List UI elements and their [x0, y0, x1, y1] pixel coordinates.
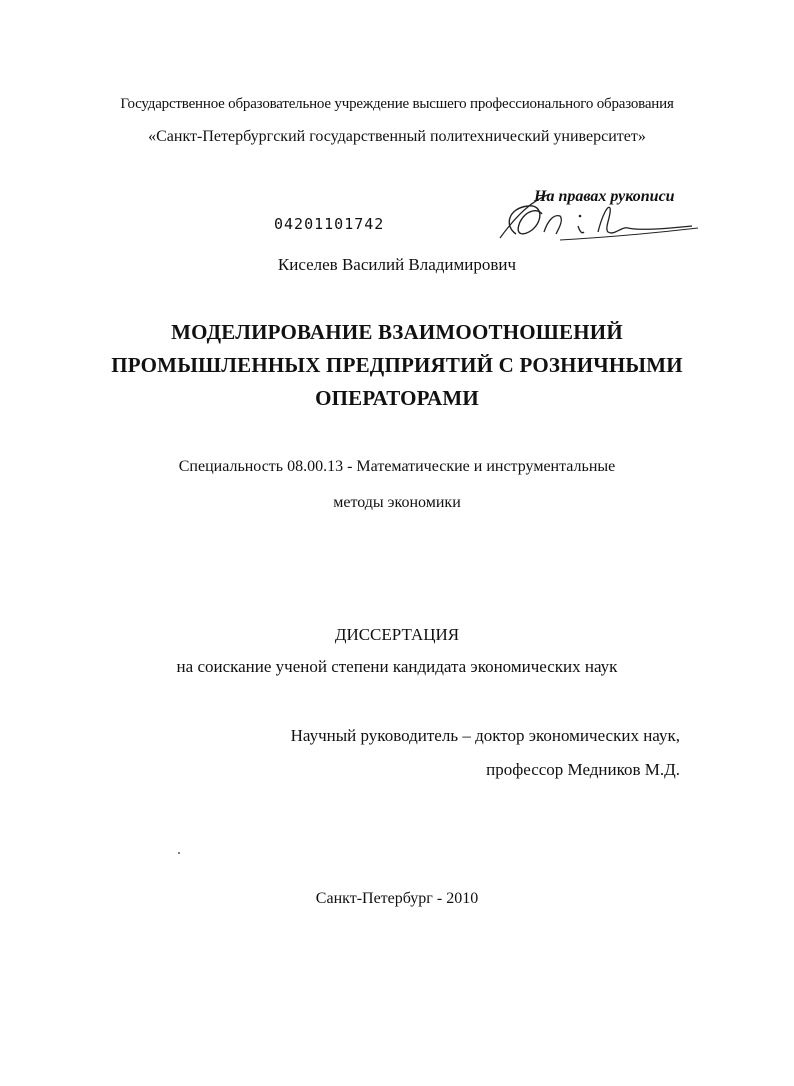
title-line-3: ОПЕРАТОРАМИ	[315, 386, 479, 410]
specialty-line-1: Специальность 08.00.13 - Математические и инструментальные	[178, 458, 616, 475]
title-line-2: ПРОМЫШЛЕННЫХ ПРЕДПРИЯТИЙ С РОЗНИЧНЫМИ	[111, 353, 683, 377]
institution-line-2: «Санкт-Петербургский государственный политехнический университет»	[148, 128, 646, 145]
work-type: ДИССЕРТАЦИЯ	[334, 625, 460, 644]
institution-line-1: Государственное образовательное учреждение высшего профессионального образования	[120, 96, 674, 112]
author-name: Киселев Василий Владимирович	[277, 255, 517, 274]
scan-speck	[178, 852, 180, 854]
degree-line: на соискание ученой степени кандидата экономических наук	[176, 657, 618, 676]
specialty-line-2: методы экономики	[333, 494, 461, 511]
supervisor-line-2: профессор Медников М.Д.	[486, 760, 680, 779]
catalog-number: 04201101742	[274, 215, 385, 233]
manuscript-mark: На правах рукописи	[534, 188, 675, 205]
city-year: Санкт-Петербург - 2010	[315, 890, 479, 907]
title-line-1: МОДЕЛИРОВАНИЕ ВЗАИМООТНОШЕНИЙ	[171, 320, 623, 344]
supervisor-line-1: Научный руководитель – доктор экономических наук,	[290, 726, 680, 745]
